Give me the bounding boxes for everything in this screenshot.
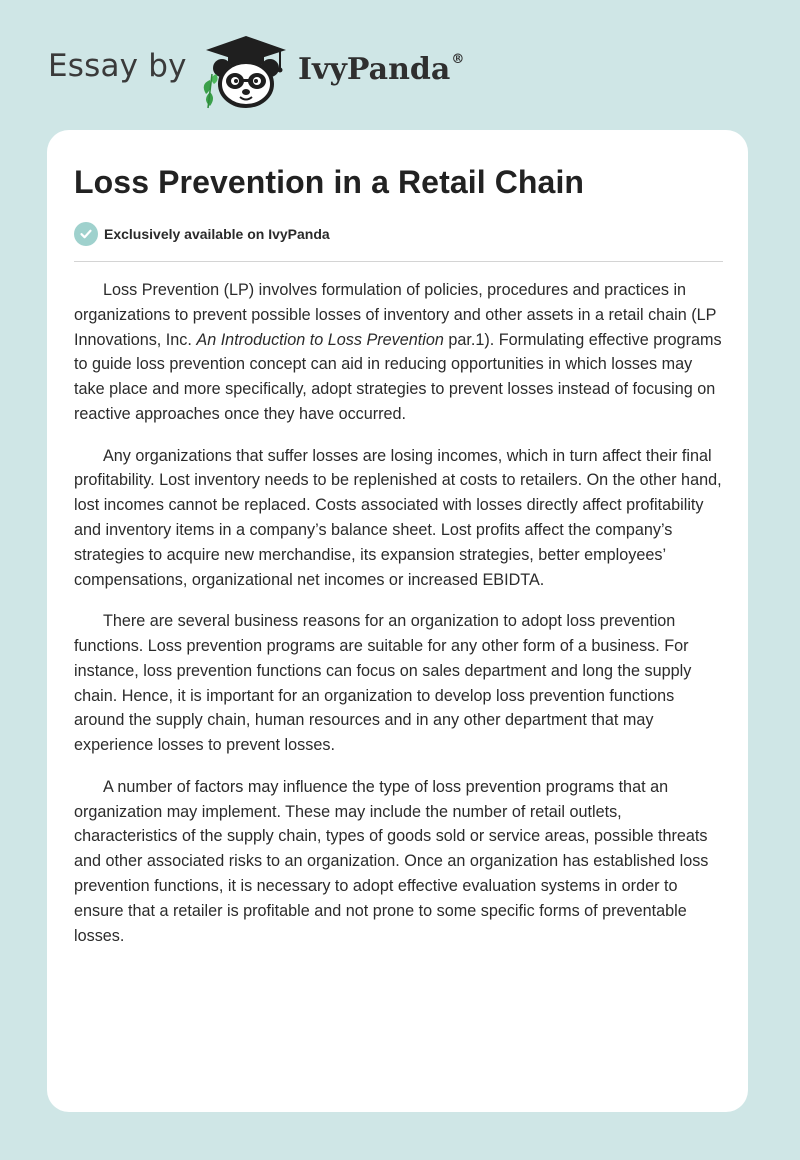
- site-header: [48, 34, 468, 114]
- essay-body: [74, 278, 724, 965]
- paragraph-text: par.1). Formulating effective programs to guide loss prevention concept can aid in reducing opportunities in which losses may take place and more specifically, adopt strategies to prevent losses instead of focusing on reactive approaches once they have occurred.: [74, 330, 722, 423]
- registered-mark: ®: [451, 52, 465, 67]
- source-title: An Introduction to Loss Prevention: [196, 330, 444, 349]
- essay-by-label: Essay by: [48, 48, 187, 84]
- paragraph: [74, 278, 724, 427]
- paragraph-text: Loss Prevention (LP) involves formulation of policies, procedures and practices in organizations to prevent possible losses of inventory and other assets in a retail chain (LP Innovations, Inc.: [74, 281, 717, 349]
- badge-label: Exclusively available on IvyPanda: [104, 226, 330, 242]
- check-circle-icon: [74, 222, 98, 246]
- paragraph: Any organizations that suffer losses are losing incomes, which in turn affect their final profitability. Lost inventory needs to be replenished at costs to retailers. On the other hand, lost incomes cannot be replaced. Costs associated with losses directly affect profitability and inventory items in a company’s balance sheet. Lost profits affect the company’s strategies to acquire new merchandise, its expansion strategies, better employees’ compensations, organizational net incomes or increased EBIDTA.: [74, 446, 722, 589]
- paragraph: A number of factors may influence the type of loss prevention programs that an organization may implement. These may include the number of retail outlets, characteristics of the supply chain, types of goods sold or service areas, possible threats and other associated risks to an organization. Once an organization has established loss prevention functions, it is necessary to adopt effective evaluation systems in order to ensure that a retailer is profitable and not prone to some specific forms of preventable losses.: [74, 777, 709, 945]
- paragraph: There are several business reasons for an organization to adopt loss prevention functions. Loss prevention programs are suitable for any other form of a business. For instance, loss prevention functions can focus on sales department and long the supply chain. Hence, it is important for an organization to develop loss prevention functions around the supply chain, human resources and in any other department that may experience losses to prevent losses.: [74, 612, 692, 755]
- page-title: Loss Prevention in a Retail Chain: [74, 164, 585, 200]
- exclusive-badge: [74, 222, 330, 246]
- panda-graduate-logo-icon[interactable]: [200, 34, 292, 110]
- essay-card: [47, 130, 748, 1112]
- brand-name[interactable]: [298, 52, 464, 87]
- brand-text: IvyPanda: [298, 52, 451, 87]
- divider: [74, 261, 723, 262]
